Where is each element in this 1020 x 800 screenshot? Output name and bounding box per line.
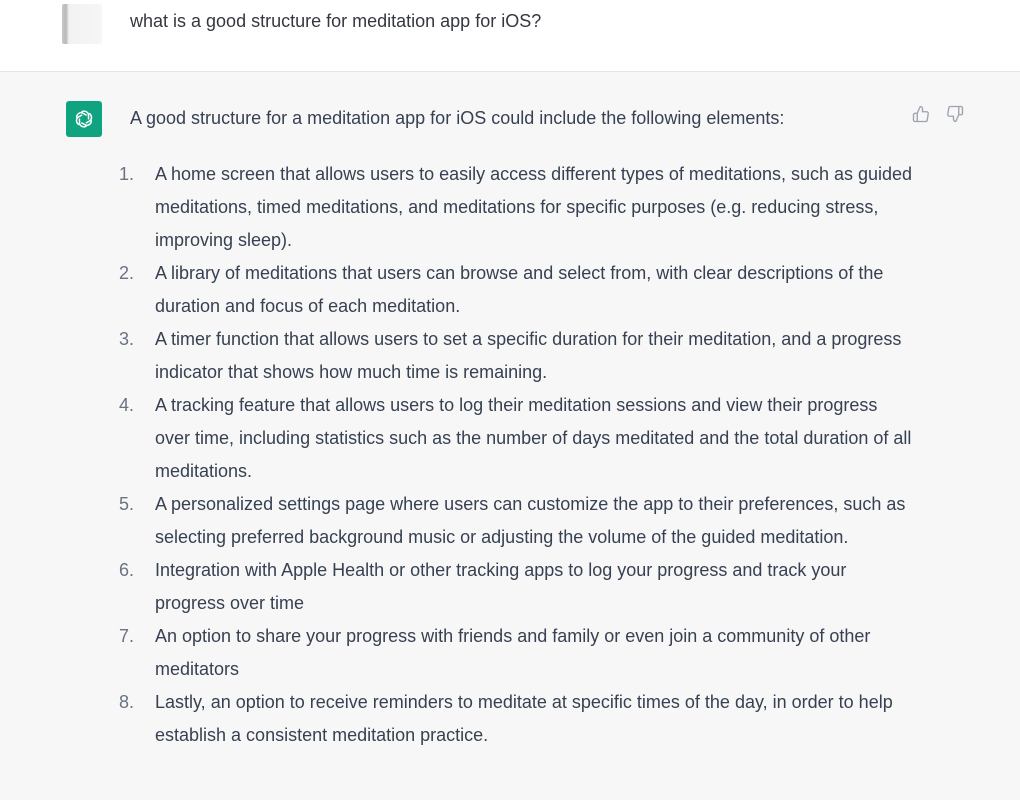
list-item-text: A home screen that allows users to easily access different types of meditations, such as guided meditations, timed meditations, and meditations for specific purposes (e.g. reducing stress, improving sleep). [155, 164, 913, 250]
list-item-number: 6. [119, 560, 135, 580]
user-message-text: what is a good structure for meditation app for iOS? [130, 11, 542, 31]
assistant-message [0, 72, 1020, 800]
list-item-text: A tracking feature that allows users to log their meditation sessions and view their progress over time, including statistics such as the number of days meditated and the total duration of all meditations. [155, 395, 912, 481]
list-item [119, 620, 915, 686]
list-item-text: A library of meditations that users can browse and select from, with clear descriptions of the duration and focus of each meditation. [155, 263, 884, 316]
openai-logo-icon [66, 101, 102, 137]
list-item [119, 389, 915, 488]
assistant-intro: A good structure for a meditation app for iOS could include the following elements: [130, 108, 785, 128]
list-item [119, 488, 915, 554]
list-item-number: 8. [119, 692, 135, 712]
list-item-number: 2. [119, 263, 135, 283]
thumbs-up-button[interactable] [911, 104, 931, 124]
list-item-number: 3. [119, 329, 135, 349]
list-item-text: An option to share your progress with friends and family or even join a community of other meditators [155, 626, 871, 679]
answer-list [119, 158, 915, 752]
list-item-text: A timer function that allows users to set a specific duration for their meditation, and a progress indicator that shows how much time is remaining. [155, 329, 902, 382]
list-item-number: 4. [119, 395, 135, 415]
list-item [119, 257, 915, 323]
list-item-text: Lastly, an option to receive reminders to meditate at specific times of the day, in order to help establish a consistent meditation practice. [155, 692, 893, 745]
list-item-number: 1. [119, 164, 135, 184]
thumbs-up-icon [912, 105, 930, 123]
thumbs-down-icon [946, 105, 964, 123]
list-item-number: 5. [119, 494, 135, 514]
user-message [0, 0, 1020, 72]
list-item [119, 686, 915, 752]
list-item-number: 7. [119, 626, 135, 646]
list-item-text: A personalized settings page where users can customize the app to their preferences, such as selecting preferred background music or adjusting the volume of the guided meditation. [155, 494, 906, 547]
user-avatar [62, 4, 102, 44]
list-item [119, 323, 915, 389]
thumbs-down-button[interactable] [945, 104, 965, 124]
feedback-buttons [911, 104, 965, 124]
list-item-text: Integration with Apple Health or other tracking apps to log your progress and track your progress over time [155, 560, 847, 613]
list-item [119, 158, 915, 257]
list-item [119, 554, 915, 620]
